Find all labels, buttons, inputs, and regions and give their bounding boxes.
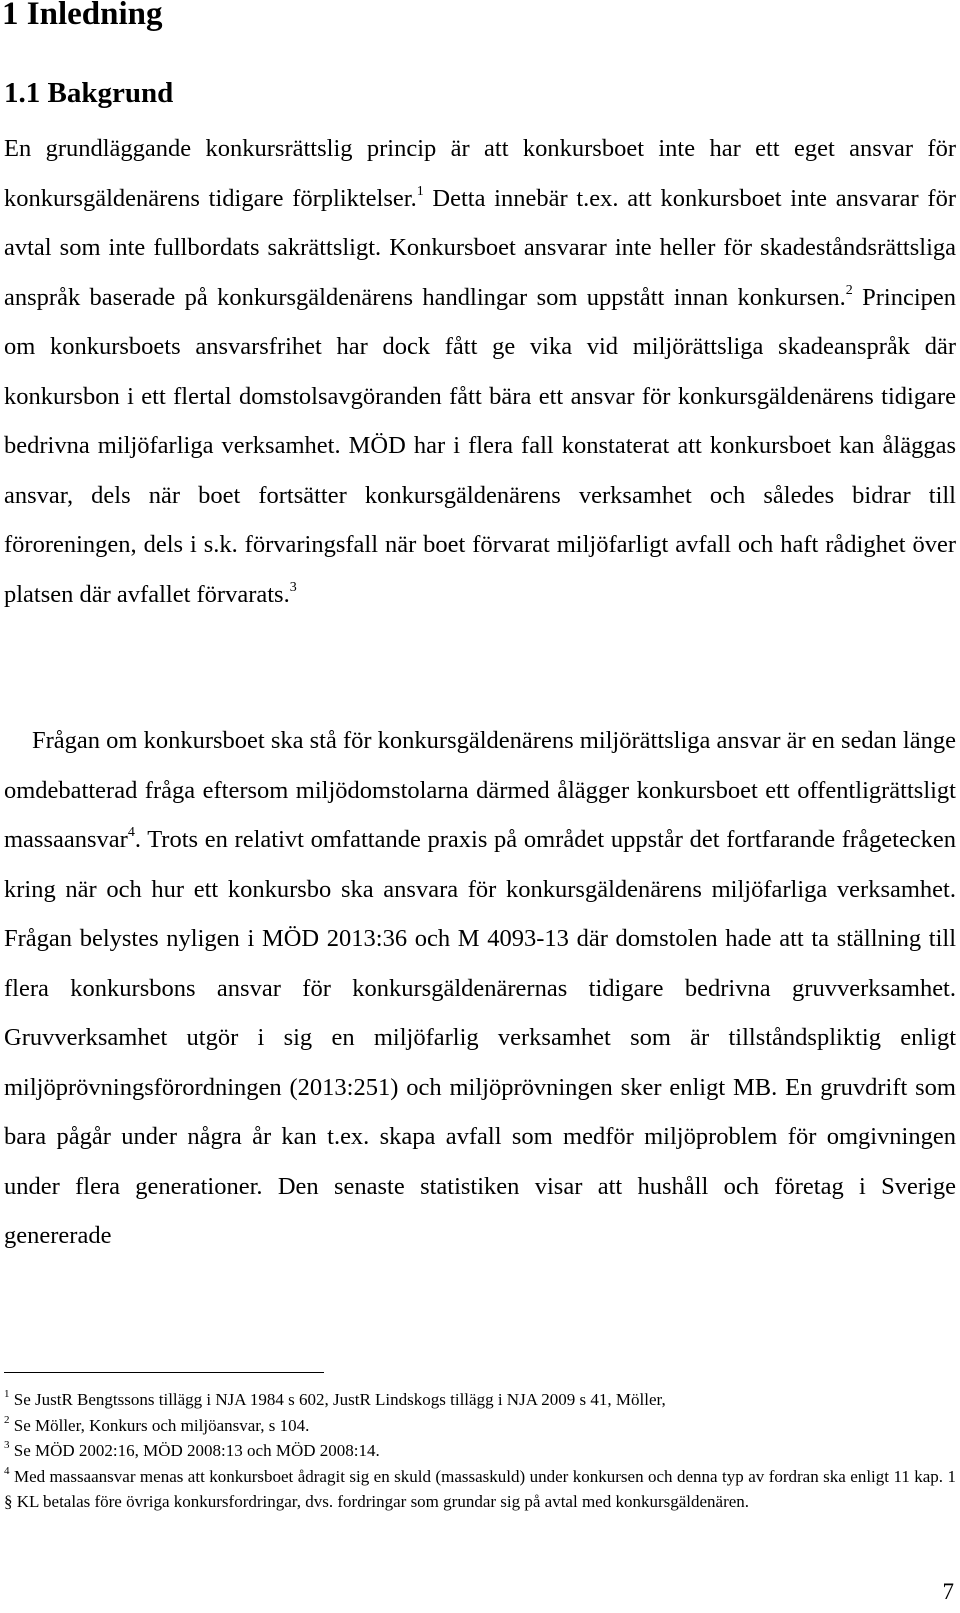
footnote-number: 3	[4, 1439, 10, 1451]
paragraph-question	[4, 716, 956, 1261]
paragraph-text: . Trots en relativt omfattande praxis på området uppstår det fortfarande frågetecken kring när och hur ett konkursbo ska ansvara för konkursgäldenärens miljöfarliga verksamhet. Frågan belystes nyligen i MÖD 2013:36 och M 4093-13 där domstolen hade att ta ställning till flera konkursbons ansvar för konkursgäldenärernas tidigare bedrivna gruvverksamhet. Gruvverksamhet utgör i sig en miljöfarlig verksamhet som är tillståndspliktig enligt miljöprövningsförordningen (2013:251) och miljöprövningen sker enligt MB. En gruvdrift som bara pågår under några år kan t.ex. skapa avfall som medför miljöproblem för omgivningen under flera generationer. Den senaste statistiken visar att hushåll och företag i Sverige genererade	[4, 826, 956, 1249]
footnote-3	[4, 1438, 956, 1464]
footnote-text: Se JustR Bengtssons tillägg i NJA 1984 s 602, JustR Lindskogs tillägg i NJA 2009 s 41, Möller,	[13, 1390, 666, 1409]
chapter-heading: 1 Inledning	[2, 0, 163, 32]
footnote-ref[interactable]: 3	[289, 579, 297, 595]
footnote-ref[interactable]: 4	[127, 825, 135, 840]
footnotes	[4, 1387, 956, 1515]
section-heading: 1.1 Bakgrund	[4, 77, 174, 109]
footnote-text: Se MÖD 2002:16, MÖD 2008:13 och MÖD 2008:14.	[13, 1441, 380, 1460]
footnote-text: Se Möller, Konkurs och miljöansvar, s 104.	[13, 1415, 310, 1435]
paragraph-text: Detta innebär t.ex. att konkursboet inte ansvarar för avtal som inte fullbordats sakrättsligt. Konkursboet ansvarar inte heller för skadeståndsrättsliga anspråk baserade på konkursgäldenärens handlingar som uppstått innan konkursen.	[4, 184, 956, 311]
footnote-2	[4, 1413, 956, 1439]
paragraph-text: En grundläggande konkursrättslig princip är att konkursboet inte har ett eget ansvar för konkursgäldenärens tidigare förpliktelser.	[4, 135, 956, 212]
footnote-1	[4, 1387, 956, 1413]
footnote-text: Med massaansvar menas att konkursboet ådragit sig en skuld (massaskuld) under konkursen och denna typ av fordran ska enligt 11 kap. 1 § KL betalas före övriga konkursfordringar, dvs. fordringar som grundar sig på avtal med konkursgäldenären.	[4, 1466, 957, 1511]
paragraph-text: Principen om konkursboets ansvarsfrihet har dock fått ge vika vid miljörättsliga skadeanspråk där konkursbon i ett flertal domstolsavgöranden fått bära ett ansvar för konkursgäldenärens tidigare bedrivna miljöfarliga verksamhet. MÖD har i flera fall konstaterat att konkursboet kan åläggas ansvar, dels när boet fortsätter konkursgäldenärens verksamhet och således bidrar till föroreningen, dels i s.k. förvaringsfall när boet förvarat miljöfarligt avfall och haft rådighet över platsen där avfallet förvarats.	[4, 283, 957, 608]
footnote-ref[interactable]: 2	[845, 282, 853, 298]
footnote-number: 4	[4, 1464, 10, 1477]
footnote-number: 2	[4, 1413, 10, 1426]
page-number: 7	[942, 1579, 954, 1604]
footnote-ref[interactable]: 1	[416, 183, 424, 199]
footnote-divider	[4, 1372, 324, 1373]
footnote-number: 1	[4, 1388, 10, 1400]
paragraph-text: Frågan om konkursboet ska stå för konkursgäldenärens miljörättsliga ansvar är en sedan länge omdebatterad fråga eftersom miljödomstolarna därmed ålägger konkursboet ett offentligrättsligt massaansvar	[4, 727, 956, 853]
footnote-4	[4, 1464, 956, 1515]
paragraph-background	[4, 124, 956, 619]
